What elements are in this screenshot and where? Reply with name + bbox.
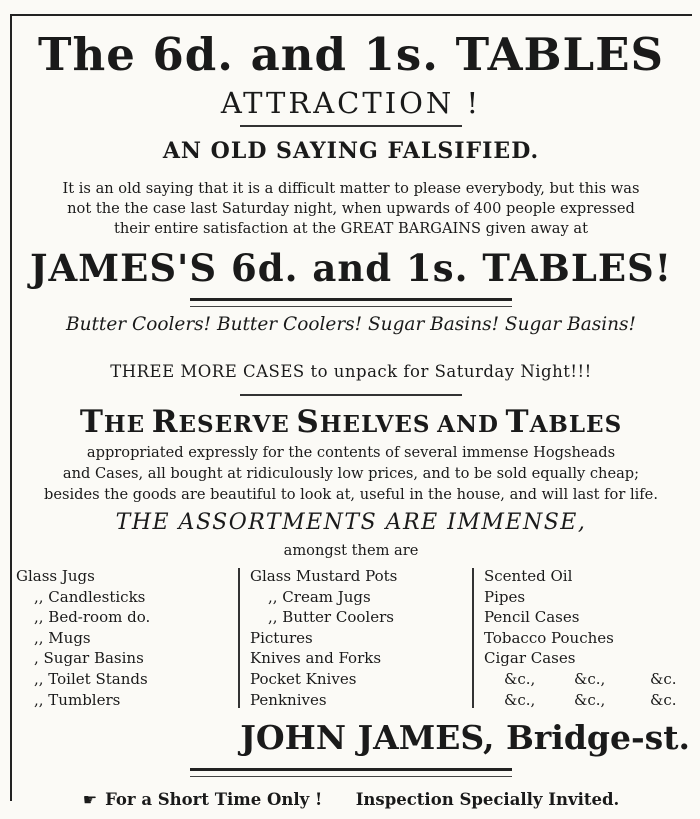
- list-item: , Sugar Basins: [34, 649, 144, 668]
- reserve-body-3: besides the goods are beautiful to look at, useful in the house, and will last for life.: [44, 486, 658, 503]
- reserve-w1-cap: T: [79, 404, 104, 440]
- footer-left: For a Short Time Only !: [105, 790, 323, 809]
- reserve-heading: [10, 404, 692, 440]
- reserve-w5-cap: T: [505, 404, 530, 440]
- list-item: Pictures: [250, 628, 313, 647]
- etc-item: &c.,: [504, 670, 536, 688]
- etc-item: &c.,: [574, 670, 606, 688]
- etc-item: &c.: [650, 691, 677, 709]
- items-line: Butter Coolers! Butter Coolers! Sugar Basins! Sugar Basins!: [65, 314, 636, 335]
- list-item: ,, Toilet Stands: [34, 669, 148, 688]
- amongst-line: amongst them are: [283, 542, 419, 559]
- assortments-heading: THE ASSORTMENTS ARE IMMENSE,: [115, 510, 587, 535]
- intro-line-3: their entire satisfaction at the GREAT BARGAINS given away at: [114, 220, 588, 237]
- column-divider-2: [472, 568, 474, 708]
- list-item: Pipes: [484, 587, 526, 606]
- list-item: Pocket Knives: [250, 669, 357, 688]
- list-column-1: [16, 566, 150, 710]
- list-item: ,, Candlesticks: [34, 587, 146, 606]
- reserve-w1-rest: HE: [103, 411, 146, 438]
- reserve-body-2: and Cases, all bought at ridiculously low prices, and to be sold equally cheap;: [62, 465, 640, 482]
- list-item: Glass Jugs: [16, 567, 95, 585]
- reserve-w2-cap: R: [151, 404, 179, 440]
- reserve-body-1: appropriated expressly for the contents of several immense Hogsheads: [86, 444, 616, 461]
- intro-line-2: not the the case last Saturday night, when upwards of 400 people expressed: [67, 200, 635, 217]
- reserve-w2-rest: ESERVE: [178, 411, 290, 438]
- attraction-heading: ATTRACTION !: [220, 86, 482, 120]
- reserve-w3-rest: HELVES: [319, 411, 431, 438]
- list-item: Knives and Forks: [250, 649, 382, 668]
- footer-line: [10, 790, 692, 809]
- list-item: ,, Cream Jugs: [268, 587, 371, 606]
- advertisement: [10, 0, 692, 819]
- list-item: ,, Bed-room do.: [34, 608, 151, 627]
- reserve-w5-rest: ABLES: [529, 411, 623, 438]
- three-cases-line: THREE MORE CASES to unpack for Saturday Night!!!: [110, 362, 592, 381]
- list-column-3: [484, 566, 614, 669]
- list-item: ,, Tumblers: [34, 690, 121, 709]
- etc-item: &c.: [650, 670, 677, 688]
- list-item: Penknives: [250, 690, 327, 709]
- footer-right: Inspection Specially Invited.: [355, 790, 620, 809]
- list-column-2: [250, 566, 397, 710]
- reserve-w3-cap: S: [296, 404, 320, 440]
- etc-item: &c.,: [504, 691, 536, 709]
- top-border: [10, 14, 692, 16]
- reserve-w4: AND: [437, 411, 499, 438]
- column-divider-1: [238, 568, 240, 708]
- pointing-hand-icon: ☛: [82, 790, 98, 809]
- intro-line-1: It is an old saying that it is a difficult matter to please everybody, but this was: [62, 180, 640, 197]
- headline: The 6d. and 1s. TABLES: [37, 28, 664, 81]
- subhead: AN OLD SAYING FALSIFIED.: [162, 138, 540, 164]
- signature: JOHN JAMES, Bridge-st.: [240, 718, 690, 757]
- list-item: Glass Mustard Pots: [250, 567, 398, 585]
- rule-2: [190, 298, 512, 307]
- list-item: Pencil Cases: [484, 608, 580, 627]
- rule-1: [240, 125, 462, 127]
- rule-4: [190, 768, 512, 777]
- rule-3: [240, 394, 462, 396]
- james-tables-heading: JAMES'S 6d. and 1s. TABLES!: [29, 246, 673, 290]
- list-item: ,, Butter Coolers: [268, 608, 394, 627]
- list-item: Scented Oil: [484, 567, 573, 585]
- list-item: Cigar Cases: [484, 649, 576, 668]
- etc-item: &c.,: [574, 691, 606, 709]
- list-item: Tobacco Pouches: [484, 628, 614, 647]
- list-item: ,, Mugs: [34, 628, 91, 647]
